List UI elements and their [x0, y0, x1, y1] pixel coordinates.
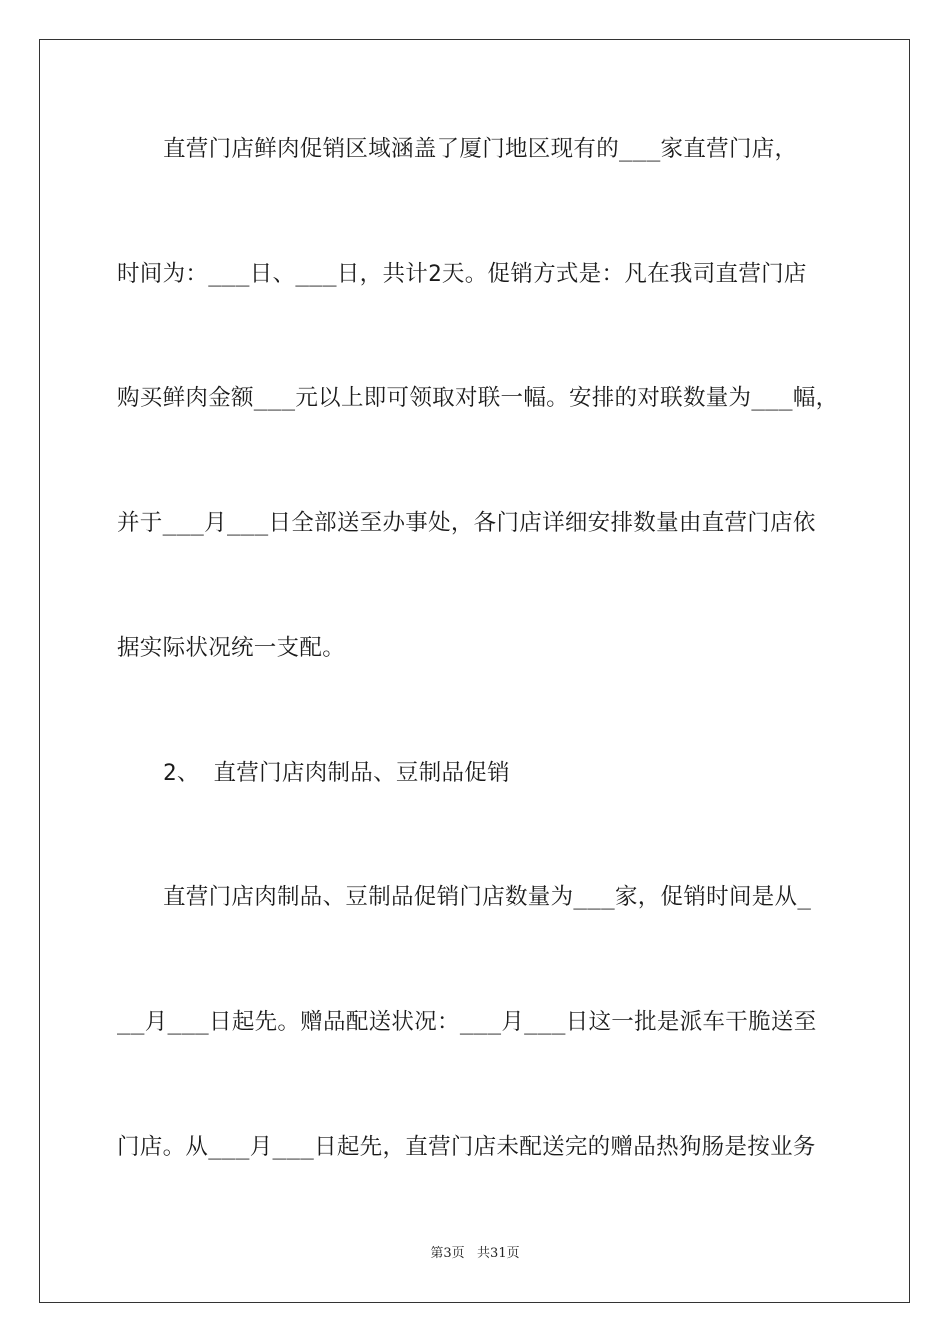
section-heading: 2、 直营门店肉制品、豆制品促销 [163, 760, 510, 786]
paragraph-line-3: 购买鲜肉金额___元以上即可领取对联一幅。安排的对联数量为___幅， [117, 385, 839, 411]
paragraph-line-4: 并于___月___日全部送至办事处，各门店详细安排数量由直营门店依 [117, 510, 816, 536]
paragraph-line-7: __月___日起先。赠品配送状况：___月___日这一批是派车干脆送至 [117, 1009, 817, 1035]
paragraph-line-2: 时间为：___日、___日，共计2天。促销方式是：凡在我司直营门店 [117, 261, 807, 287]
page-border [39, 39, 910, 1303]
paragraph-line-8: 门店。从___月___日起先，直营门店未配送完的赠品热狗肠是按业务 [117, 1134, 816, 1160]
paragraph-line-6: 直营门店肉制品、豆制品促销门店数量为___家，促销时间是从_ [163, 884, 812, 910]
page-number-footer: 第3页 共31页 [430, 1246, 520, 1261]
paragraph-line-1: 直营门店鲜肉促销区域涵盖了厦门地区现有的___家直营门店， [163, 136, 798, 162]
paragraph-line-5: 据实际状况统一支配。 [117, 635, 346, 661]
